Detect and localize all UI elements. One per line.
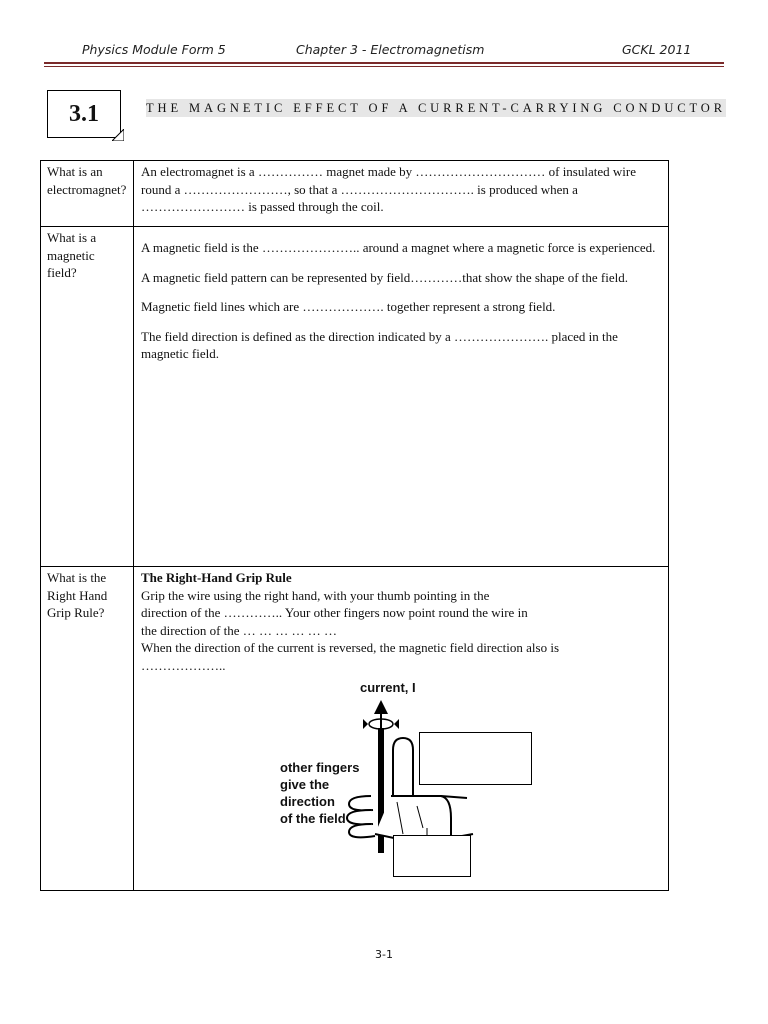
answer-box-current[interactable] — [419, 732, 532, 785]
rule-line: Grip the wire using the right hand, with your thumb pointing in the — [141, 587, 490, 603]
answer-cell — [134, 227, 669, 567]
header-school-code: GCKL 2011 — [622, 42, 692, 57]
header-chapter-title: Chapter 3 - Electromagnetism — [296, 42, 485, 57]
section-number-box — [47, 90, 121, 138]
table-row — [41, 161, 669, 227]
answer-paragraph: The field direction is defined as the direction indicated by a …………………. placed in the magnetic field. — [141, 328, 618, 361]
rule-heading: The Right-Hand Grip Rule — [141, 570, 292, 585]
rule-line: ……………….. — [141, 657, 226, 673]
answer-paragraph: A magnetic field is the ………………….. around a magnet where a magnetic force is experienced. — [141, 240, 656, 255]
table-row — [41, 227, 669, 567]
answer-paragraph: A magnetic field pattern can be represented by field…………that show the shape of the field. — [141, 269, 628, 285]
header-rule-thin — [44, 66, 724, 67]
rule-line: When the direction of the current is reversed, the magnetic field direction also is — [141, 640, 560, 655]
page-number: 3-1 — [375, 948, 393, 961]
right-hand-grip-figure — [141, 678, 661, 888]
answer-cell: An electromagnet is a …………… magnet made by ………………………… of insulated wire round a ……………………, so that a …………………………. is produced when a …………………… is passed through the coil. — [134, 161, 669, 227]
fingers-label-line-4: of the field — [280, 811, 346, 826]
header-rule — [44, 62, 724, 64]
fingers-label-line-1: other fingers — [280, 760, 360, 775]
answer-paragraph: Magnetic field lines which are ………………. together represent a strong field. — [141, 299, 556, 314]
question-table — [40, 160, 669, 891]
question-cell: What is an electromagnet? — [41, 161, 134, 227]
current-label: current, I — [360, 680, 416, 695]
question-cell: What is the Right Hand Grip Rule? — [41, 567, 134, 891]
rule-line: direction of the ………….. Your other fingers now point round the wire in — [141, 605, 528, 620]
rule-line: the direction of the … … … … … … — [141, 622, 338, 638]
table-row — [41, 567, 669, 891]
answer-box-field[interactable] — [393, 835, 471, 877]
section-title: THE MAGNETIC EFFECT OF A CURRENT-CARRYING CONDUCTOR — [146, 101, 726, 115]
section-number: 3.1 — [69, 100, 99, 127]
answer-cell — [134, 567, 669, 891]
fingers-label-line-3: direction — [280, 794, 335, 809]
header-module-title: Physics Module Form 5 — [82, 42, 226, 57]
question-cell: What is a magnetic field? — [41, 227, 134, 567]
page-fold-icon — [112, 129, 124, 141]
fingers-label-line-2: give the — [280, 777, 330, 792]
